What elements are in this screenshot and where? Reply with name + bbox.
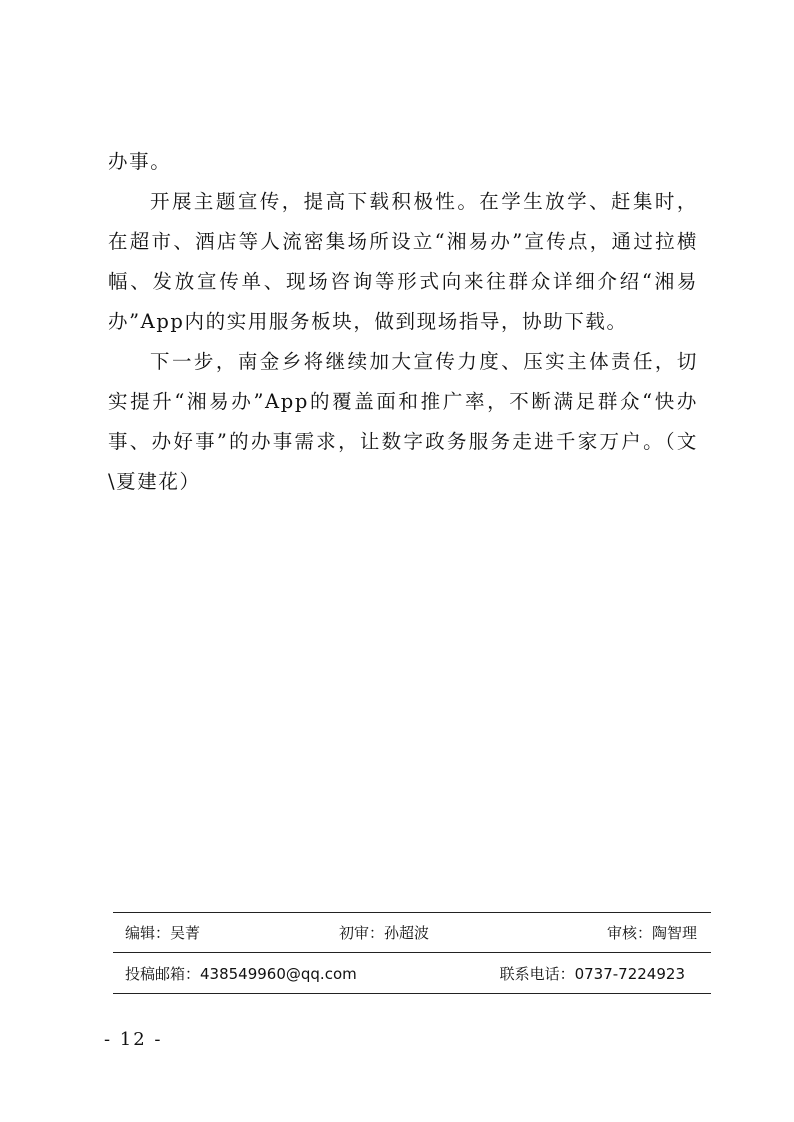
footer-middle-rule <box>113 952 711 953</box>
footer-staff-row <box>113 913 711 953</box>
editorial-footer <box>113 912 711 994</box>
contact-phone: 联系电话：0737-7224923 <box>499 965 685 983</box>
footer-bottom-rule <box>113 993 711 994</box>
paragraph-next-steps: 下一步，南金乡将继续加大宣传力度、压实主体责任，切实提升“湘易办”App的覆盖面和推广率，不断满足群众“快办事、办好事”的办事需求，让数字政务服务走进千家万户。（文\夏建花） <box>108 350 698 493</box>
paragraph-promotion: 开展主题宣传，提高下载积极性。在学生放学、赶集时，在超市、酒店等人流密集场所设立“湘易办”宣传点，通过拉横幅、发放宣传单、现场咨询等形式向来往群众详细介绍“湘易办”App内的实用服务板块，做到现场指导，协助下载。 <box>108 190 698 333</box>
first-review-credit: 初审：孙超波 <box>339 924 430 942</box>
submission-email: 投稿邮箱：438549960@qq.com <box>125 965 357 983</box>
paragraph-continuation: 办事。 <box>108 150 172 173</box>
editor-credit: 编辑：吴菁 <box>125 924 201 942</box>
article-body <box>108 142 698 502</box>
footer-contact-row <box>113 954 711 994</box>
final-review-credit: 审核：陶智理 <box>606 924 697 942</box>
page-number: - 12 - <box>104 1029 163 1050</box>
